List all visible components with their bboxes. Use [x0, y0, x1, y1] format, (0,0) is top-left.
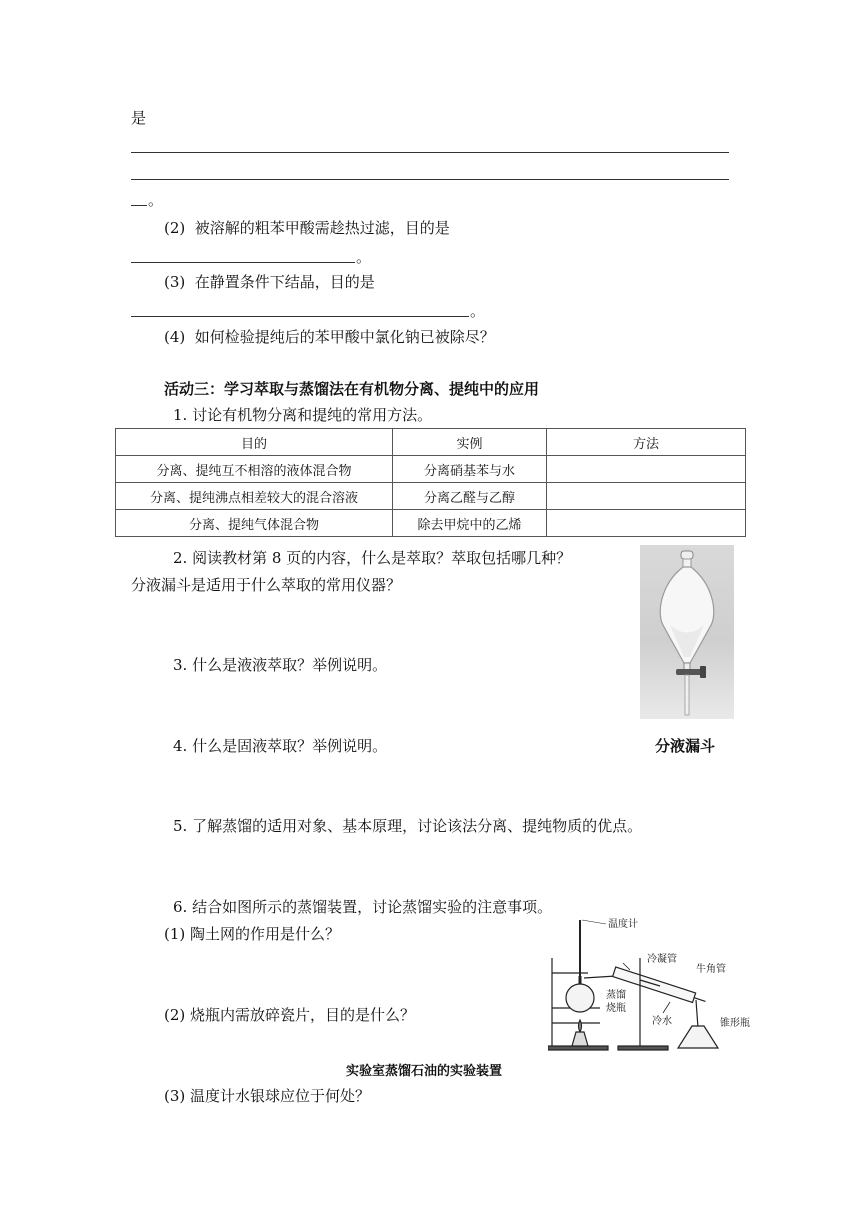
answer-line	[131, 179, 729, 180]
table-row	[116, 483, 746, 510]
answer-line	[131, 316, 469, 317]
question-3	[164, 271, 375, 292]
answer-end: 。	[356, 248, 372, 266]
table-row	[116, 510, 746, 537]
question-num: (3)	[164, 273, 186, 291]
question-text: 在静置条件下结晶，目的是	[194, 273, 375, 291]
question-text: 被溶解的粗苯甲酸需趁热过滤，目的是	[194, 219, 450, 237]
table-cell	[547, 456, 746, 483]
table-row	[116, 456, 746, 483]
label-conical-flask: 锥形瓶	[720, 1018, 750, 1029]
table-header: 方法	[547, 429, 746, 456]
table-cell	[547, 483, 746, 510]
item-5: 5. 了解蒸馏的适用对象、基本原理，讨论该法分离、提纯物质的优点。	[173, 817, 643, 835]
item-3: 3. 什么是液液萃取？举例说明。	[173, 656, 388, 674]
table-cell: 除去甲烷中的乙烯	[393, 510, 547, 537]
answer-lead: 是	[131, 109, 147, 127]
apparatus-caption: 实验室蒸馏石油的实验装置	[346, 1064, 503, 1079]
table-cell	[547, 510, 746, 537]
answer-line	[131, 152, 729, 153]
label-adapter: 牛角管	[696, 964, 726, 975]
table-header: 目的	[116, 429, 393, 456]
condenser	[613, 967, 707, 1006]
section-title: 活动三：学习萃取与蒸馏法在有机物分离、提纯中的应用	[164, 380, 540, 398]
table-cell: 分离、提纯气体混合物	[116, 510, 393, 537]
conical-flask	[678, 1026, 718, 1048]
funnel-caption: 分液漏斗	[655, 737, 716, 755]
answer-end: 。	[148, 191, 164, 209]
side-arm	[584, 976, 616, 978]
item-2-line-1: 2. 阅读教材第 8 页的内容，什么是萃取？萃取包括哪几种？	[173, 549, 572, 567]
label-flask-2: 烧瓶	[606, 1003, 626, 1014]
item-1: 1. 讨论有机物分离和提纯的常用方法。	[173, 406, 433, 424]
item-4: 4. 什么是固液萃取？举例说明。	[173, 737, 388, 755]
methods-table	[115, 428, 746, 537]
item-2-line-2: 分液漏斗是适用于什么萃取的常用仪器？	[131, 576, 402, 594]
label-cold-water: 冷水	[652, 1016, 672, 1027]
question-num: (4)	[164, 328, 186, 346]
table-cell: 分离、提纯沸点相差较大的混合溶液	[116, 483, 393, 510]
item-6-sub-1: (1) 陶土网的作用是什么？	[164, 925, 341, 943]
adapter	[696, 1000, 698, 1028]
question-4	[164, 326, 495, 347]
table-cell: 分离硝基苯与水	[393, 456, 547, 483]
burner	[572, 1032, 588, 1046]
table-header-row	[116, 429, 746, 456]
answer-line	[131, 262, 355, 263]
distillation-apparatus-diagram	[548, 918, 770, 1056]
answer-line	[131, 205, 147, 206]
distilling-flask	[566, 984, 594, 1012]
table-header: 实例	[393, 429, 547, 456]
table-cell: 分离、提纯互不相溶的液体混合物	[116, 456, 393, 483]
separatory-funnel-photo	[640, 545, 734, 719]
item-6: 6. 结合如图所示的蒸馏装置，讨论蒸馏实验的注意事项。	[173, 898, 553, 916]
label-thermometer: 温度计	[608, 919, 638, 930]
question-num: (2)	[164, 219, 186, 237]
label-flask-1: 蒸馏	[606, 990, 626, 1001]
item-6-sub-2: (2) 烧瓶内需放碎瓷片，目的是什么？	[164, 1006, 416, 1024]
table-cell: 分离乙醛与乙醇	[393, 483, 547, 510]
question-2	[164, 217, 450, 238]
question-text: 如何检验提纯后的苯甲酸中氯化钠已被除尽？	[194, 328, 495, 346]
answer-end: 。	[470, 302, 486, 320]
item-6-sub-3: (3) 温度计水银球应位于何处？	[164, 1087, 371, 1105]
separatory-funnel-icon	[640, 545, 734, 719]
label-condenser: 冷凝管	[647, 954, 677, 965]
